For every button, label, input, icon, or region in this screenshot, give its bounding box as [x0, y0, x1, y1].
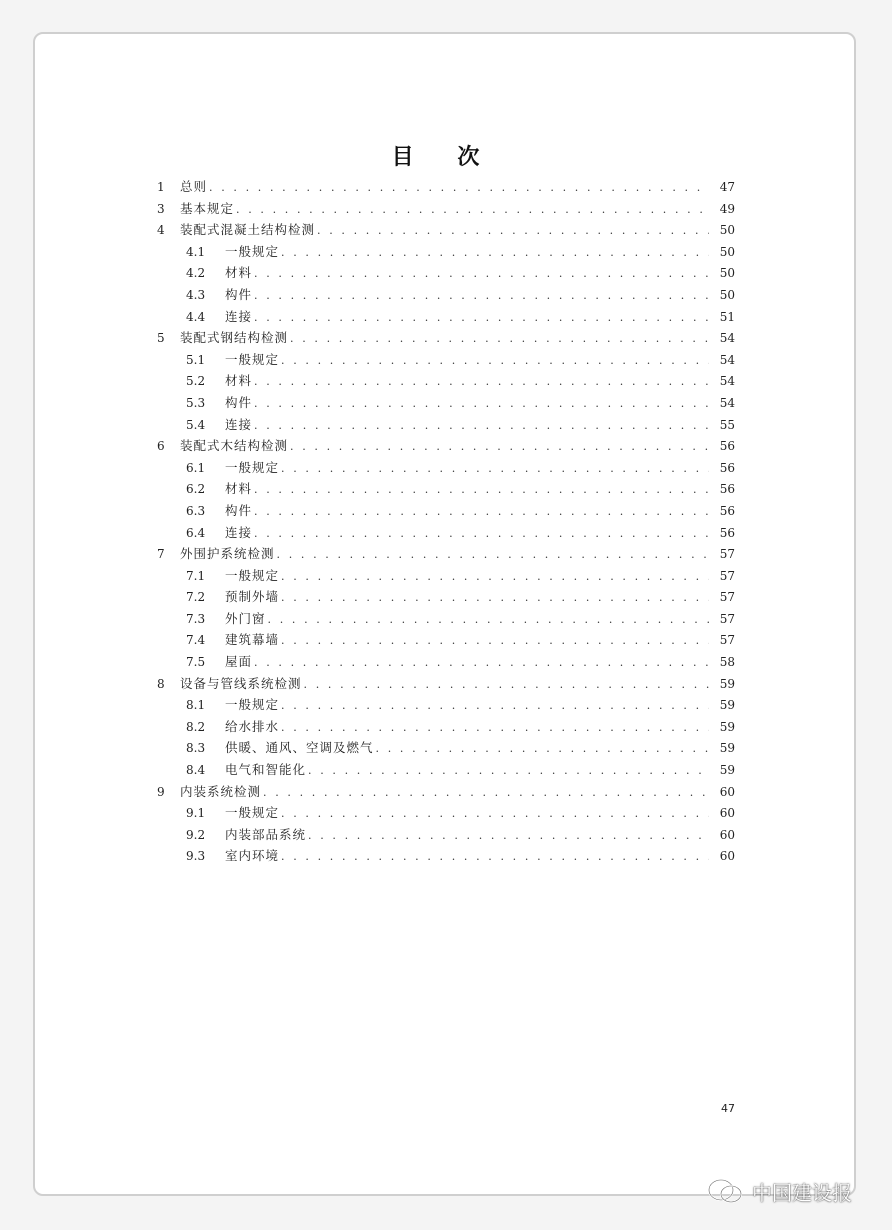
- toc-title: 目 次: [391, 145, 498, 170]
- toc-section-row: [157, 566, 735, 588]
- wechat-official-account-icon: [706, 1176, 746, 1206]
- toc-entry-label: 一般规定: [225, 697, 280, 713]
- toc-entry-label: 一般规定: [225, 567, 280, 583]
- dot-leader: [281, 850, 709, 863]
- toc-entry-number: 8.1: [186, 698, 206, 713]
- toc-entry-page: 60: [719, 849, 735, 864]
- toc-entry-page: 60: [719, 806, 735, 821]
- toc-entry-number: 9.3: [186, 849, 206, 864]
- toc-entry-number: 5: [157, 331, 165, 346]
- toc-entry-label: 内装部品系统: [225, 826, 307, 842]
- toc-entry-page: 55: [719, 417, 735, 432]
- toc-entry-page: 50: [719, 287, 735, 302]
- toc-chapter-row: [157, 220, 735, 242]
- dot-leader: [254, 375, 709, 388]
- dot-leader: [254, 397, 709, 410]
- toc-entry-label: 内装系统检测: [180, 783, 262, 799]
- dot-leader: [254, 505, 709, 518]
- toc-entry-page: 54: [719, 395, 735, 410]
- toc-entry-label: 一般规定: [225, 805, 280, 821]
- dot-leader: [254, 656, 709, 669]
- toc-entry-page: 59: [719, 698, 735, 713]
- toc-entry-page: 49: [719, 201, 735, 216]
- toc-entry-page: 50: [719, 223, 735, 238]
- toc-entry-page: 59: [719, 676, 735, 691]
- toc-entry-number: 8.4: [186, 763, 206, 778]
- toc-entry-number: 5.4: [186, 417, 206, 432]
- toc-entry-label: 装配式木结构检测: [180, 438, 289, 454]
- toc-entry-number: 6.1: [186, 460, 206, 475]
- dot-leader: [268, 613, 709, 626]
- toc-entry-number: 3: [157, 201, 165, 216]
- toc-section-row: [157, 458, 735, 480]
- toc-entry-label: 给水排水: [225, 718, 280, 734]
- toc-chapter-row: [157, 177, 735, 199]
- document-page: [33, 32, 856, 1196]
- toc-entry-number: 5.2: [186, 374, 206, 389]
- toc-entry-number: 8: [157, 676, 165, 691]
- toc-entry-number: 4: [157, 223, 165, 238]
- toc-entry-label: 构件: [225, 502, 253, 518]
- toc-entry-number: 4.4: [186, 309, 206, 324]
- toc-entry-number: 6: [157, 439, 165, 454]
- toc-entry-number: 8.2: [186, 719, 206, 734]
- dot-leader: [277, 548, 709, 561]
- toc-section-row: [157, 479, 735, 501]
- dot-leader: [209, 181, 709, 194]
- page-number: 47: [721, 1102, 735, 1115]
- dot-leader: [281, 699, 709, 712]
- toc-entry-label: 一般规定: [225, 243, 280, 259]
- toc-entry-label: 一般规定: [225, 459, 280, 475]
- toc-entry-label: 电气和智能化: [225, 762, 307, 778]
- toc-entry-number: 7.4: [186, 633, 206, 648]
- watermark-text: 中国建设报: [752, 1180, 852, 1205]
- toc-entry-number: 1: [157, 180, 165, 194]
- toc-section-row: [157, 609, 735, 631]
- toc-entry-label: 供暖、通风、空调及燃气: [225, 740, 374, 756]
- toc-entry-label: 建筑幕墙: [225, 632, 280, 648]
- dot-leader: [263, 786, 709, 799]
- toc-chapter-row: [157, 674, 735, 696]
- dot-leader: [281, 721, 709, 734]
- toc-entry-number: 9.1: [186, 806, 206, 821]
- toc-entry-page: 56: [719, 503, 735, 518]
- toc-entry-page: 56: [719, 460, 735, 475]
- toc-section-row: [157, 263, 735, 285]
- toc-entry-number: 7.5: [186, 655, 206, 670]
- dot-leader: [290, 332, 709, 345]
- toc-entry-page: 60: [719, 827, 735, 842]
- toc-section-row: [157, 501, 735, 523]
- toc-section-row: [157, 846, 735, 868]
- dot-leader: [254, 419, 709, 432]
- toc-entry-number: 7.3: [186, 611, 206, 626]
- toc-entry-label: 室内环境: [225, 848, 280, 864]
- toc-entry-label: 装配式钢结构检测: [180, 330, 289, 346]
- toc-section-row: [157, 717, 735, 739]
- toc-section-row: [157, 350, 735, 372]
- toc-entry-label: 构件: [225, 394, 253, 410]
- toc-entry-label: 装配式混凝土结构检测: [180, 222, 316, 238]
- toc-entry-label: 材料: [225, 373, 253, 389]
- toc-entry-page: 59: [719, 741, 735, 756]
- toc-entry-page: 54: [719, 374, 735, 389]
- toc-entry-number: 9.2: [186, 827, 206, 842]
- toc-entry-number: 5.1: [186, 352, 206, 367]
- toc-section-row: [157, 825, 735, 847]
- dot-leader: [317, 224, 709, 237]
- toc-entry-number: 7.1: [186, 568, 206, 583]
- toc-entry-page: 56: [719, 482, 735, 497]
- toc-chapter-row: [157, 436, 735, 458]
- dot-leader: [281, 246, 709, 259]
- toc-entry-label: 屋面: [225, 654, 253, 670]
- toc-entry-label: 连接: [225, 524, 253, 540]
- toc-entry-page: 56: [719, 525, 735, 540]
- toc-entry-number: 5.3: [186, 395, 206, 410]
- toc-entry-label: 外门窗: [225, 610, 266, 626]
- toc-section-row: [157, 371, 735, 393]
- toc-entry-number: 6.2: [186, 482, 206, 497]
- toc-entry-page: 60: [719, 784, 735, 799]
- toc-entry-page: 56: [719, 439, 735, 454]
- toc-entry-page: 57: [719, 568, 735, 583]
- toc-entry-number: 6.4: [186, 525, 206, 540]
- dot-leader: [290, 440, 709, 453]
- toc-entry-page: 51: [719, 309, 735, 324]
- toc-section-row: [157, 760, 735, 782]
- dot-leader: [254, 267, 709, 280]
- toc-chapter-row: [157, 199, 735, 221]
- toc-section-row: [157, 652, 735, 674]
- toc-section-row: [157, 630, 735, 652]
- toc-entry-page: 57: [719, 547, 735, 562]
- toc-entry-page: 54: [719, 331, 735, 346]
- watermark: [706, 1176, 852, 1206]
- toc-section-row: [157, 307, 735, 329]
- toc-chapter-row: [157, 544, 735, 566]
- toc-chapter-row: [157, 328, 735, 350]
- toc-entry-label: 材料: [225, 265, 253, 281]
- dot-leader: [281, 462, 709, 475]
- dot-leader: [254, 289, 709, 302]
- toc-entry-page: 59: [719, 763, 735, 778]
- toc-entry-number: 9: [157, 784, 165, 799]
- toc-entry-label: 设备与管线系统检测: [180, 675, 302, 691]
- toc-section-row: [157, 738, 735, 760]
- toc-entry-page: 57: [719, 633, 735, 648]
- toc-section-row: [157, 587, 735, 609]
- dot-leader: [254, 311, 709, 324]
- toc-entry-label: 构件: [225, 286, 253, 302]
- toc-entry-page: 57: [719, 611, 735, 626]
- toc-entry-label: 外围护系统检测: [180, 546, 275, 562]
- table-of-contents: [157, 177, 735, 868]
- toc-entry-page: 47: [719, 180, 735, 194]
- toc-entry-label: 连接: [225, 308, 253, 324]
- toc-entry-page: 50: [719, 244, 735, 259]
- toc-entry-page: 50: [719, 266, 735, 281]
- toc-entry-number: 4.1: [186, 244, 206, 259]
- toc-section-row: [157, 695, 735, 717]
- dot-leader: [308, 764, 709, 777]
- dot-leader: [254, 483, 709, 496]
- dot-leader: [376, 742, 709, 755]
- toc-entry-page: 57: [719, 590, 735, 605]
- toc-entry-number: 8.3: [186, 741, 206, 756]
- dot-leader: [308, 829, 709, 842]
- toc-entry-label: 连接: [225, 416, 253, 432]
- toc-entry-label: 总则: [180, 179, 208, 194]
- toc-entry-number: 4.2: [186, 266, 206, 281]
- toc-section-row: [157, 285, 735, 307]
- toc-entry-number: 6.3: [186, 503, 206, 518]
- dot-leader: [281, 634, 709, 647]
- toc-entry-number: 7: [157, 547, 165, 562]
- toc-entry-label: 基本规定: [180, 200, 235, 216]
- toc-entry-page: 54: [719, 352, 735, 367]
- toc-entry-label: 一般规定: [225, 351, 280, 367]
- toc-entry-page: 58: [719, 655, 735, 670]
- toc-entry-label: 材料: [225, 481, 253, 497]
- toc-entry-number: 7.2: [186, 590, 206, 605]
- toc-section-row: [157, 523, 735, 545]
- dot-leader: [236, 203, 709, 216]
- dot-leader: [281, 354, 709, 367]
- dot-leader: [304, 678, 709, 691]
- dot-leader: [254, 527, 709, 540]
- dot-leader: [281, 570, 709, 583]
- toc-section-row: [157, 242, 735, 264]
- toc-section-row: [157, 803, 735, 825]
- dot-leader: [281, 591, 709, 604]
- toc-section-row: [157, 393, 735, 415]
- toc-entry-label: 预制外墙: [225, 589, 280, 605]
- toc-entry-number: 4.3: [186, 287, 206, 302]
- toc-entry-page: 59: [719, 719, 735, 734]
- toc-chapter-row: [157, 782, 735, 804]
- toc-section-row: [157, 415, 735, 437]
- dot-leader: [281, 807, 709, 820]
